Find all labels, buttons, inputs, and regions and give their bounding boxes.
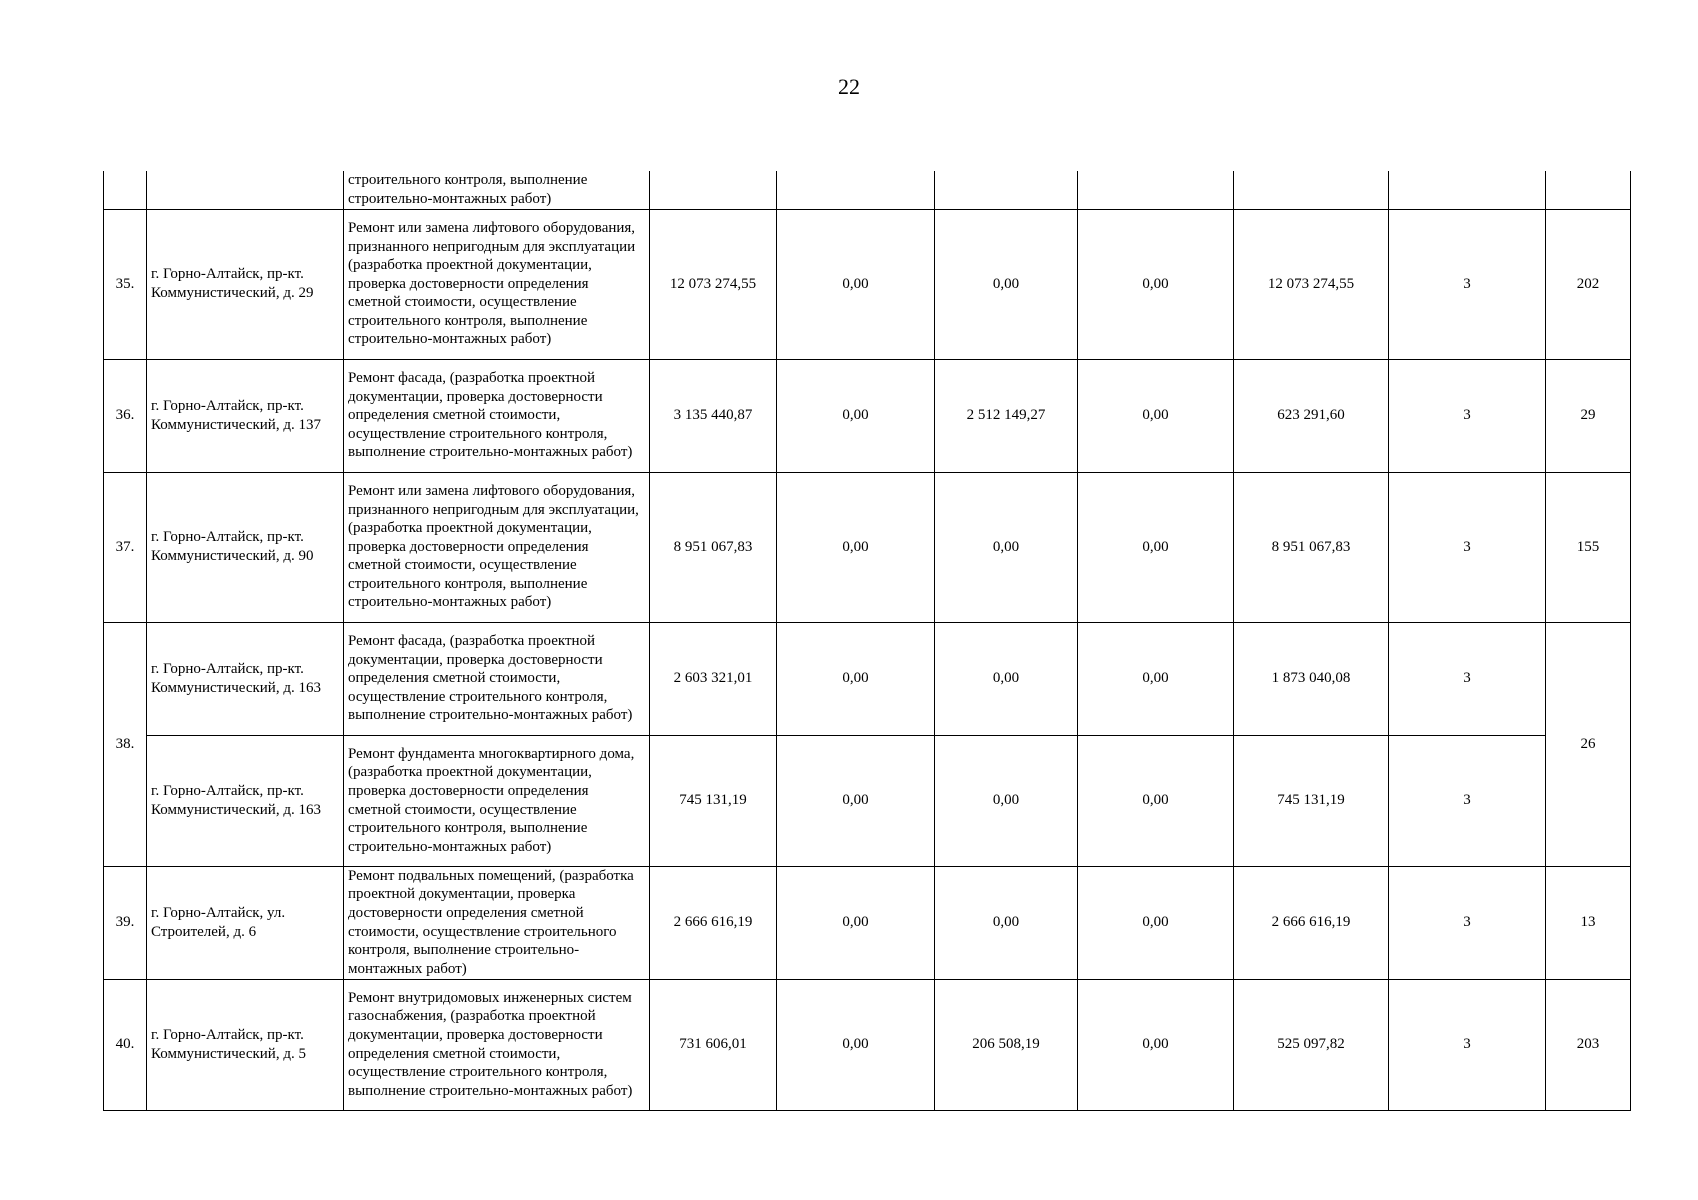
cell-address: г. Горно-Алтайск, пр-кт. Коммунистический, д. 5 [147,979,344,1110]
table-row [104,979,1631,1110]
cell-total: 2 603 321,01 [650,622,777,735]
cell-year: 3 [1389,209,1546,359]
cell-v3: 0,00 [1078,735,1234,866]
cell-v3: 0,00 [1078,359,1234,472]
cell-num: 38. [104,622,147,866]
cell-year [1389,171,1546,209]
cell-last: 203 [1546,979,1631,1110]
cell-total: 3 135 440,87 [650,359,777,472]
cell-v1 [777,171,935,209]
cell-work: Ремонт фундамента многоквартирного дома, (разработка проектной документации, проверка достоверности определения сметной стоимости, осуществление строительного контроля, выполнение строительно-монтажных работ) [344,735,650,866]
cell-v2: 0,00 [935,622,1078,735]
cell-total: 2 666 616,19 [650,866,777,979]
cell-v4: 745 131,19 [1234,735,1389,866]
cell-v2: 0,00 [935,472,1078,622]
cell-last: 13 [1546,866,1631,979]
cell-year: 3 [1389,622,1546,735]
cell-v2: 0,00 [935,735,1078,866]
cell-v4 [1234,171,1389,209]
cell-total: 745 131,19 [650,735,777,866]
cell-v4: 2 666 616,19 [1234,866,1389,979]
cell-year: 3 [1389,979,1546,1110]
cell-num: 40. [104,979,147,1110]
cell-work: Ремонт или замена лифтового оборудования, признанного непригодным для эксплуатации, (разработка проектной документации, проверка достоверности определения сметной стоимости, осуществление строительного контроля, выполнение строительно-монтажных работ) [344,472,650,622]
cell-total: 8 951 067,83 [650,472,777,622]
cell-v1: 0,00 [777,622,935,735]
cell-v3: 0,00 [1078,622,1234,735]
cell-work: Ремонт фасада, (разработка проектной документации, проверка достоверности определения сметной стоимости, осуществление строительного контроля, выполнение строительно-монтажных работ) [344,359,650,472]
cell-year: 3 [1389,472,1546,622]
cell-num: 36. [104,359,147,472]
cell-year: 3 [1389,359,1546,472]
cell-work: Ремонт или замена лифтового оборудования, признанного непригодным для эксплуатации (разработка проектной документации, проверка достоверности определения сметной стоимости, осуществление строительного контроля, выполнение строительно-монтажных работ) [344,209,650,359]
cell-v4: 8 951 067,83 [1234,472,1389,622]
cell-v4: 525 097,82 [1234,979,1389,1110]
cell-year: 3 [1389,735,1546,866]
cell-v3: 0,00 [1078,209,1234,359]
cell-last: 29 [1546,359,1631,472]
cell-v1: 0,00 [777,735,935,866]
cell-total: 12 073 274,55 [650,209,777,359]
cell-num: 39. [104,866,147,979]
table-row [104,735,1631,866]
cell-v1: 0,00 [777,866,935,979]
cell-address: г. Горно-Алтайск, пр-кт. Коммунистический, д. 29 [147,209,344,359]
table-row [104,472,1631,622]
cell-v1: 0,00 [777,472,935,622]
cell-v2: 206 508,19 [935,979,1078,1110]
cell-total [650,171,777,209]
cell-address: г. Горно-Алтайск, пр-кт. Коммунистический, д. 163 [147,622,344,735]
cell-v1: 0,00 [777,979,935,1110]
cell-v3: 0,00 [1078,979,1234,1110]
cell-total: 731 606,01 [650,979,777,1110]
cell-last: 26 [1546,622,1631,866]
table-row-continuation [104,171,1631,209]
table-row [104,359,1631,472]
cell-v4: 1 873 040,08 [1234,622,1389,735]
cell-v3 [1078,171,1234,209]
cell-v2: 2 512 149,27 [935,359,1078,472]
table-row [104,866,1631,979]
cell-address: г. Горно-Алтайск, пр-кт. Коммунистический, д. 137 [147,359,344,472]
cell-work: строительного контроля, выполнение строительно-монтажных работ) [344,171,650,209]
cell-v2 [935,171,1078,209]
cell-num: 35. [104,209,147,359]
cell-address [147,171,344,209]
cell-v3: 0,00 [1078,472,1234,622]
cell-v4: 623 291,60 [1234,359,1389,472]
cell-v1: 0,00 [777,359,935,472]
cell-last: 202 [1546,209,1631,359]
cell-last [1546,171,1631,209]
table-body [104,171,1631,1110]
cell-v2: 0,00 [935,866,1078,979]
cell-work: Ремонт внутридомовых инженерных систем газоснабжения, (разработка проектной документации, проверка достоверности определения сметной стоимости, осуществление строительного контроля, выполнение строительно-монтажных работ) [344,979,650,1110]
table-row [104,622,1631,735]
cell-num [104,171,147,209]
cell-v1: 0,00 [777,209,935,359]
repair-program-table [103,171,1631,1111]
cell-address: г. Горно-Алтайск, пр-кт. Коммунистический, д. 163 [147,735,344,866]
cell-work: Ремонт фасада, (разработка проектной документации, проверка достоверности определения сметной стоимости, осуществление строительного контроля, выполнение строительно-монтажных работ) [344,622,650,735]
table-row [104,209,1631,359]
cell-year: 3 [1389,866,1546,979]
cell-v4: 12 073 274,55 [1234,209,1389,359]
cell-work: Ремонт подвальных помещений, (разработка проектной документации, проверка достоверности определения сметной стоимости, осуществление строительного контроля, выполнение строительно-монтажных работ) [344,866,650,979]
cell-address: г. Горно-Алтайск, пр-кт. Коммунистический, д. 90 [147,472,344,622]
cell-num: 37. [104,472,147,622]
cell-last: 155 [1546,472,1631,622]
cell-v3: 0,00 [1078,866,1234,979]
cell-address: г. Горно-Алтайск, ул. Строителей, д. 6 [147,866,344,979]
cell-v2: 0,00 [935,209,1078,359]
page-number: 22 [838,74,860,99]
